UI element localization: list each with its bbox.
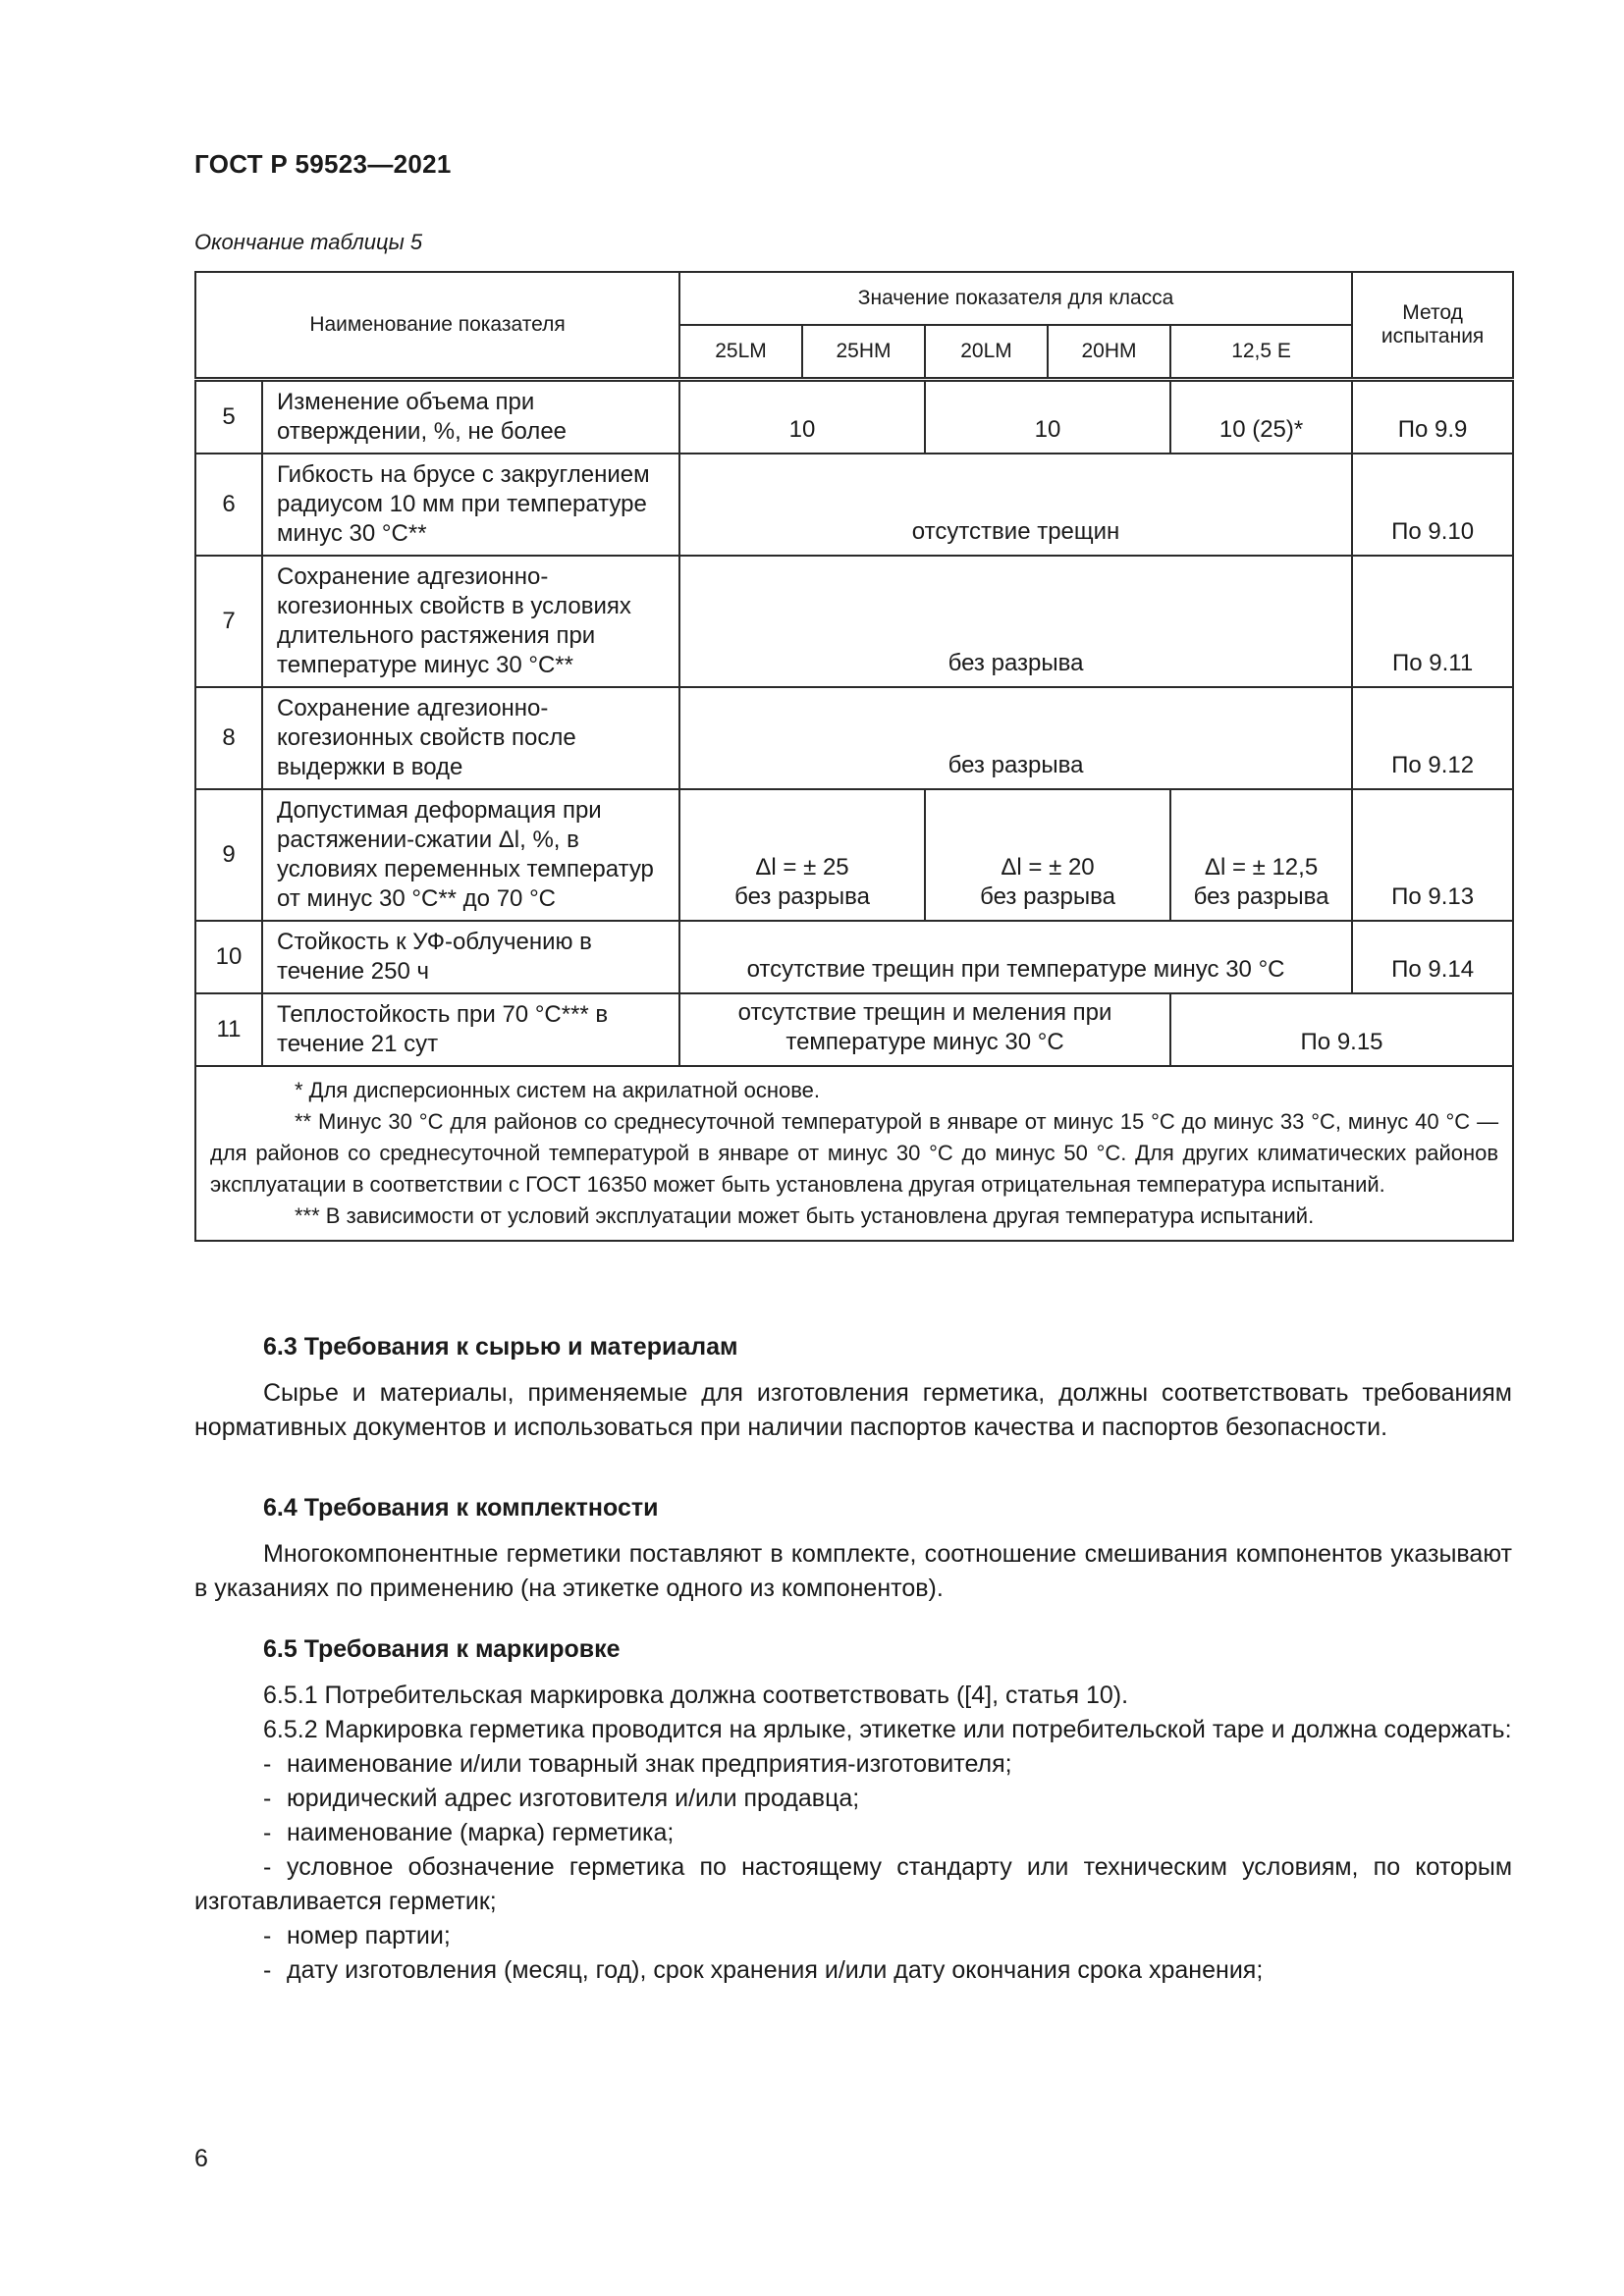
table-5 [194,271,1514,1242]
notes-row [195,1066,1513,1241]
method-cell: По 9.9 [1352,380,1513,454]
page-number: 6 [194,2145,208,2172]
method-cell: По 9.10 [1352,454,1513,556]
method-header: Метод испытания [1352,272,1513,380]
method-cell: По 9.11 [1352,556,1513,687]
value-cell: 10 [679,380,925,454]
section-6-4 [194,1491,1512,1606]
section-heading: 6.4 Требования к комплектности [263,1494,659,1522]
list-marker: - [263,1922,272,1949]
list-item-text: наименование и/или товарный знак предприятия-изготовителя; [287,1750,1012,1778]
list-item [194,1782,1512,1816]
list-item-text: дату изготовления (месяц, год), срок хранения и/или дату окончания срока хранения; [287,1956,1264,1984]
list-marker: - [263,1750,272,1778]
value-cell: без разрыва [679,687,1352,789]
list-item [194,1953,1512,1988]
list-item-text: юридический адрес изготовителя и/или продавца; [287,1785,860,1812]
row-number: 6 [195,454,262,556]
paragraph: 6.5.2 Маркировка герметика проводится на ярлыке, этикетке или потребительской таре и должна содержать: [263,1716,1512,1743]
list-item [194,1816,1512,1850]
row-number: 7 [195,556,262,687]
table-row [195,687,1513,789]
value-cell [1170,789,1352,921]
class-header: 20LM [925,325,1048,380]
list-marker: - [263,1785,272,1812]
table-row [195,921,1513,993]
list-marker: - [263,1819,272,1846]
section-heading: 6.3 Требования к сырью и материалам [263,1333,738,1361]
value-cell: отсутствие трещин и меления при температуре минус 30 °С [679,993,1170,1066]
section-6-5 [194,1632,1512,1988]
note: * Для дисперсионных систем на акрилатной основе. [295,1078,821,1102]
paragraph: Сырье и материалы, применяемые для изготовления герметика, должны соответствовать требованиям нормативных документов и использоваться при наличии паспортов качества и паспортов безопасности. [194,1379,1512,1441]
row-number: 11 [195,993,262,1066]
table-row [195,380,1513,454]
list-item-text: номер партии; [287,1922,451,1949]
table-row [195,556,1513,687]
list-item-text: условное обозначение герметика по настоящему стандарту или техническим условиям, по которым изготавливается герметик; [194,1853,1512,1915]
value-line: без разрыва [734,883,870,910]
table-row [195,454,1513,556]
value-cell: отсутствие трещин при температуре минус 30 °С [679,921,1352,993]
row-number: 5 [195,380,262,454]
class-value-header: Значение показателя для класса [679,272,1352,325]
list-item-text: наименование (марка) герметика; [287,1819,675,1846]
indicator-name: Стойкость к УФ-облучению в течение 250 ч [262,921,679,993]
indicator-header: Наименование показателя [195,272,679,380]
value-cell: отсутствие трещин [679,454,1352,556]
value-line: Δl = ± 20 [1001,854,1095,881]
method-cell: По 9.15 [1170,993,1513,1066]
value-line: Δl = ± 25 [755,854,849,881]
value-cell: 10 [925,380,1170,454]
indicator-name: Гибкость на брусе с закруглением радиусом 10 мм при температуре минус 30 °С** [262,454,679,556]
table-notes [195,1066,1513,1241]
class-header: 12,5 E [1170,325,1352,380]
table-row [195,789,1513,921]
list-item [194,1919,1512,1953]
paragraph: Многокомпонентные герметики поставляют в комплекте, соотношение смешивания компонентов указывают в указаниях по применению (на этикетке одного из компонентов). [194,1540,1512,1602]
paragraph: 6.5.1 Потребительская маркировка должна соответствовать ([4], статья 10). [263,1682,1129,1709]
list-marker: - [263,1956,272,1984]
indicator-name: Сохранение адгезионно-когезионных свойств в условиях длительного растяжения при температуре минус 30 °С** [262,556,679,687]
table-row [195,993,1513,1066]
value-line: Δl = ± 12,5 [1204,854,1319,881]
value-cell: 10 (25)* [1170,380,1352,454]
note: ** Минус 30 °С для районов со среднесуточной температурой в январе от минус 15 °С до минус 33 °С, минус 40 °С — для районов со среднесуточной температурой в январе от минус 30 °С до минус 50 °С. Для других климатических районов эксплуатации в соответствии с ГОСТ 16350 может быть установлена другая отрицательная температура испытаний. [210,1109,1499,1197]
standard-code: ГОСТ Р 59523—2021 [194,149,452,179]
row-number: 8 [195,687,262,789]
list-item [194,1850,1512,1919]
indicator-name: Изменение объема при отверждении, %, не более [262,380,679,454]
class-header: 20HM [1048,325,1170,380]
table-caption: Окончание таблицы 5 [194,230,423,254]
method-cell: По 9.13 [1352,789,1513,921]
value-cell: без разрыва [679,556,1352,687]
value-line: без разрыва [1193,883,1329,910]
value-line: без разрыва [980,883,1115,910]
class-header: 25LM [679,325,802,380]
indicator-name: Допустимая деформация при растяжении-сжатии Δl, %, в условиях переменных температур от минус 30 °С** до 70 °С [262,789,679,921]
method-cell: По 9.12 [1352,687,1513,789]
value-cell [679,789,925,921]
row-number: 9 [195,789,262,921]
section-6-3 [194,1330,1512,1445]
list-marker: - [263,1853,272,1881]
class-header: 25HM [802,325,925,380]
list-item [194,1747,1512,1782]
row-number: 10 [195,921,262,993]
section-heading: 6.5 Требования к маркировке [263,1635,621,1663]
method-cell: По 9.14 [1352,921,1513,993]
note: *** В зависимости от условий эксплуатации может быть установлена другая температура испытаний. [295,1203,1315,1228]
indicator-name: Теплостойкость при 70 °С*** в течение 21 сут [262,993,679,1066]
indicator-name: Сохранение адгезионно-когезионных свойств после выдержки в воде [262,687,679,789]
value-cell [925,789,1170,921]
marking-list [194,1747,1512,1988]
